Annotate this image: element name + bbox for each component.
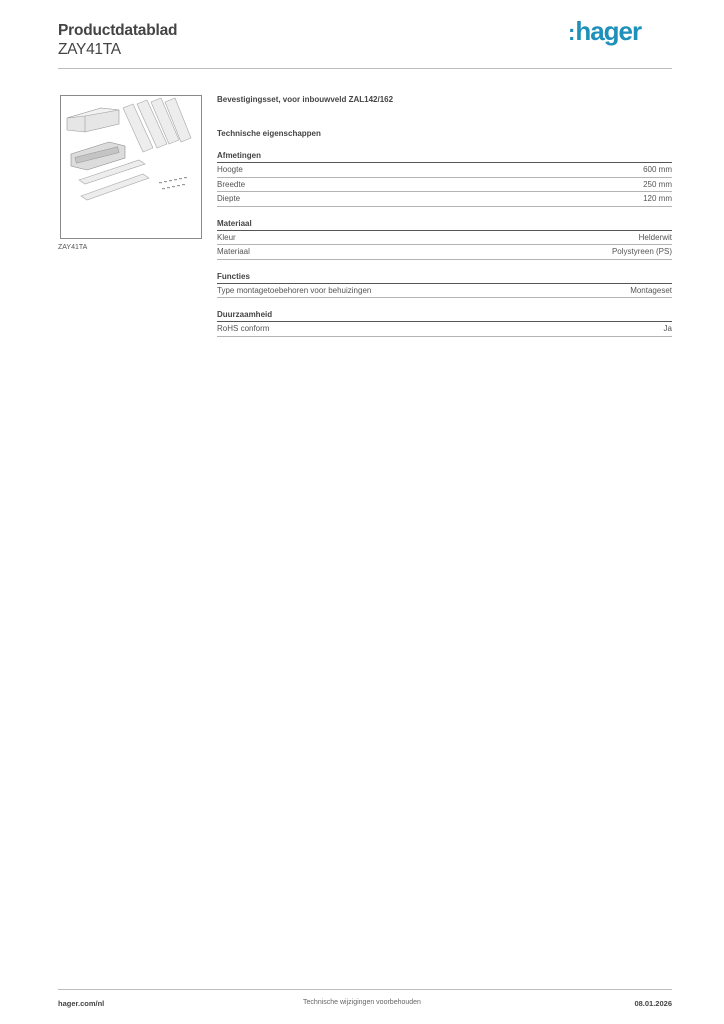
spec-row <box>217 245 672 260</box>
spec-label: Hoogte <box>217 165 243 174</box>
spec-row <box>217 231 672 246</box>
technical-properties-heading: Technische eigenschappen <box>217 129 321 138</box>
spec-value: Montageset <box>630 285 672 295</box>
spec-row <box>217 163 672 178</box>
spec-row <box>217 284 672 299</box>
spec-label: Diepte <box>217 194 241 203</box>
footer-divider <box>58 989 672 990</box>
product-image <box>60 95 202 239</box>
product-details <box>217 95 672 337</box>
spec-label: Kleur <box>217 232 236 242</box>
section-functies <box>217 272 672 299</box>
spec-label: RoHS conform <box>217 324 270 333</box>
document-title: Productdatablad <box>58 22 178 39</box>
product-code: ZAY41TA <box>58 41 121 58</box>
section-duurzaamheid <box>217 310 672 337</box>
spec-value: 600 mm <box>643 165 672 174</box>
section-title: Duurzaamheid <box>217 310 672 322</box>
section-afmetingen <box>217 151 672 207</box>
spec-label: Materiaal <box>217 247 250 256</box>
header-divider <box>58 68 672 69</box>
spec-value: Ja <box>663 324 672 333</box>
section-title: Functies <box>217 272 672 284</box>
section-title: Materiaal <box>217 219 672 231</box>
section-title: Afmetingen <box>217 151 672 163</box>
product-illustration <box>61 96 201 238</box>
footer-date: 08.01.2026 <box>634 999 672 1008</box>
product-description: Bevestigingsset, voor inbouwveld ZAL142/162 <box>217 95 394 104</box>
image-caption: ZAY41TA <box>58 244 88 251</box>
section-materiaal <box>217 219 672 260</box>
hager-logo: :hager <box>568 16 642 46</box>
spec-row <box>217 322 672 337</box>
document-header <box>58 22 177 59</box>
spec-value: Helderwit <box>638 232 672 242</box>
footer-website-link[interactable]: hager.com/nl <box>58 999 105 1008</box>
spec-value: Polystyreen (PS) <box>611 247 672 256</box>
spec-value: 250 mm <box>643 179 672 189</box>
spec-row <box>217 192 672 207</box>
spec-row <box>217 178 672 193</box>
spec-label: Breedte <box>217 179 246 189</box>
spec-value: 120 mm <box>643 194 672 203</box>
spec-label: Type montagetoebehoren voor behuizingen <box>217 285 372 295</box>
footer-disclaimer: Technische wijzigingen voorbehouden <box>303 999 421 1006</box>
logo-text: hager <box>575 16 642 46</box>
